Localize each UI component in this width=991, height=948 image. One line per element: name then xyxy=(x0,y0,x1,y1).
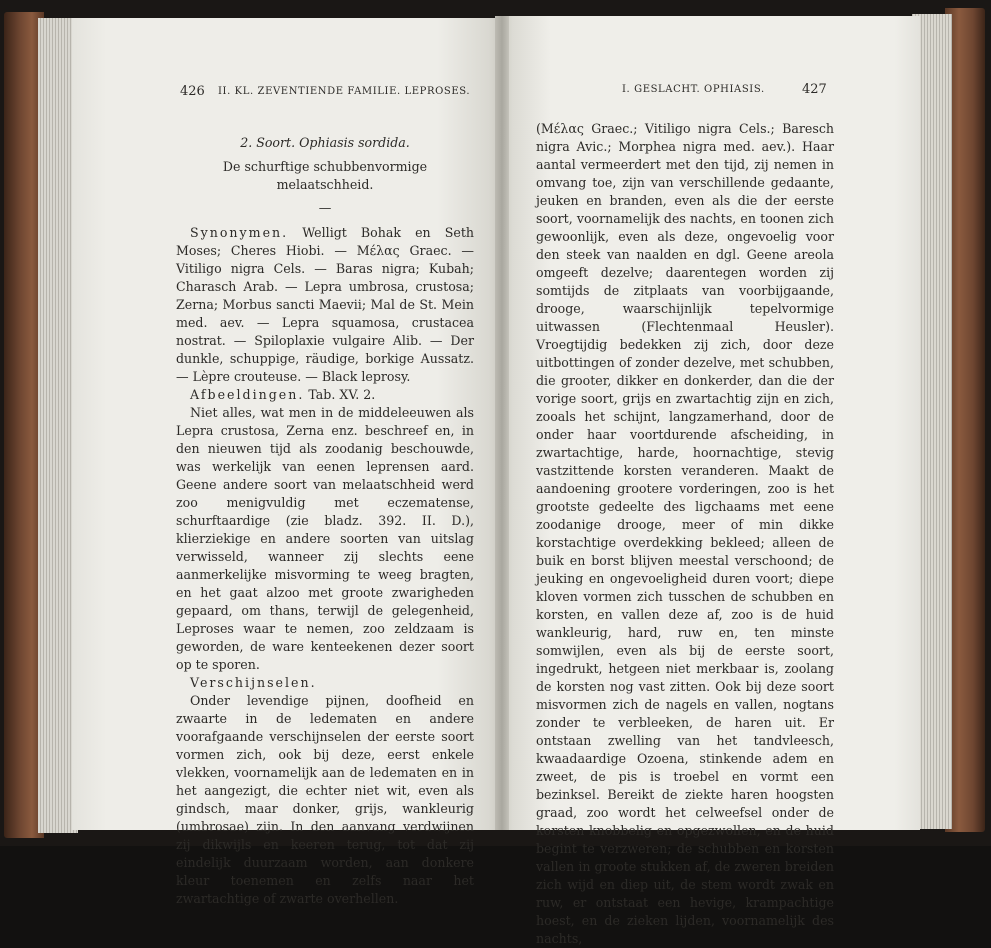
body-paragraph: Onder levendige pijnen, doofheid en zwaarte in de ledematen en andere voorafgaande verschijnselen der eerste soort vormen zich, ook bij deze, eerst enkele vlekken, voornamelijk aan de ledematen en in het aangezigt, die echter niet wit, even als gindsch, maar donker, grijs, wankleurig (umbrosae) zijn. In den aanvang verdwijnen zij dikwijls en keeren terug, tot dat zij eindelijk duurzaam worden, aan donkere kleur toenemen en zelfs naar het zwartachtige of zwarte overhellen. xyxy=(176,693,474,906)
right-page xyxy=(500,16,920,946)
left-page xyxy=(72,18,502,906)
synonymen-text: Welligt Bohak en Seth Moses; Cheres Hiobi. — Μέλας Graec. — Vitiligo nigra Cels. — Baras nigra; Kubah; Charasch Arab. — Lepra umbrosa, crustosa; Zerna; Morbus sancti Maevii; Mal de St. Mein med. aev. — Lepra squamosa, crustacea nostrat. — Spiloplaxie vulgaire Alib. — Der dunkle, schuppige, räudige, borkige Aussatz. — Lèpre crouteuse. — Black leprosy. xyxy=(176,225,474,384)
running-head: I. GESLACHT. OPHIASIS. xyxy=(622,84,765,95)
afbeeldingen-text: Tab. XV. 2. xyxy=(308,387,376,402)
body-paragraph: Niet alles, wat men in de middeleeuwen als Lepra crustosa, Zerna enz. beschreef en, in den nieuwen tijd als zoodanig beschouwde, was werkelijk van eenen leprensen aard. Geene andere soort van melaatschheid werd zoo menigvuldig met eczematense, schurftaardige (zie bladz. 392. II. D.), klierziekige en andere soorten van uitslag verwisseld, wanneer zij slechts eene aanmerkelijke misvorming te weeg bragten, en het gaat alzoo met groote zwarigheden gepaard, om thans, terwijl de gelegenheid, Leproses waar te nemen, zoo zeldzaam is geworden, de ware kenteekenen dezer soort op te sporen. xyxy=(176,405,474,672)
verschijnselen-label xyxy=(176,674,474,692)
book-gutter xyxy=(495,16,509,830)
synonymen-paragraph xyxy=(176,224,474,386)
page-number: 426 xyxy=(180,84,205,99)
separator-dash: — xyxy=(318,200,332,215)
left-page-body xyxy=(176,118,474,908)
verschijnselen-heading: Verschijnselen. xyxy=(190,675,317,690)
body-paragraph: (Μέλας Graec.; Vitiligo nigra Cels.; Baresch nigra Avic.; Morphea nigra med. aev.). Haar aantal vermeerdert met den tijd, zij nemen in omvang toe, zijn van verschillende gedaante, jeuken en branden, even als die der eerste soort, voornamelijk des nachts, en toonen zich gewoonlijk, even als deze, ongevoelig voor den steek van naalden en dgl. Geene areola omgeeft dezelve; daarentegen worden zij somtijds de zitplaats van voorbijgaande, drooge, waarschijnlijk tepelvormige uitwassen (Flechtenmaal Heusler). Vroegtijdig bedekken zij zich, door deze uitbottingen of zonder dezelve, met schubben, die grooter, dikker en donkerder, dan die der vorige soort, grijs en zwartachtig zijn en zich, zooals het schijnt, langzamerhand, door de onder haar voortdurende afscheiding, in zwartachtige, harde, hoornachtige, stevig vastzittende korsten veranderen. Maakt de aandoening grootere vorderingen, zoo is het grootste gedeelte des ligchaams met eene zoodanige drooge, meer of min dikke korstachtige overdekking bekleed; alleen de buik en borst blijven meestal verschoond; de jeuking en ongevoeligheid duren voort; diepe kloven vormen zich tusschen de schubben en korsten, en vallen deze af, zoo is de huid wankleurig, hard, ruw en, ten minste somwijlen, even als bij de eerste soort, ingedrukt, hetgeen niet merkbaar is, zoolang de korsten nog vast zitten. Ook bij deze soort misvormen zich de nagels en vallen, nogtans zonder te verbleeken, de haren uit. Er ontstaan zwelling van het tandvleesch, kwaadaardige Ozoena, stinkende adem en zweet, de pis is troebel en vormt een bezinksel. Bereikt de ziekte haren hoogsten graad, zoo wordt het celweefsel onder de korsten knobbelig en opgezwollen, en de huid begint te verzweren; de schubben en korsten vallen in groote stukken af, de zweren breiden zich wijd en diep uit, de stem wordt zwak en ruw, er ontstaat een hevige, krampachtige hoest, en de zieken lijden, voornamelijk des nachts, xyxy=(536,121,834,946)
running-head: II. KL. ZEVENTIENDE FAMILIE. LEPROSES. xyxy=(218,86,471,97)
section-heading: 2. Soort. Ophiasis sordida. xyxy=(240,135,410,150)
afbeeldingen-paragraph xyxy=(176,386,474,404)
right-page-body xyxy=(536,120,834,948)
synonymen-label: Synonymen. xyxy=(190,225,289,240)
section-subtitle: De schurftige schubbenvormige melaatschheid. xyxy=(222,159,428,192)
afbeeldingen-label: Afbeeldingen. xyxy=(190,387,305,402)
page-number: 427 xyxy=(802,82,827,97)
